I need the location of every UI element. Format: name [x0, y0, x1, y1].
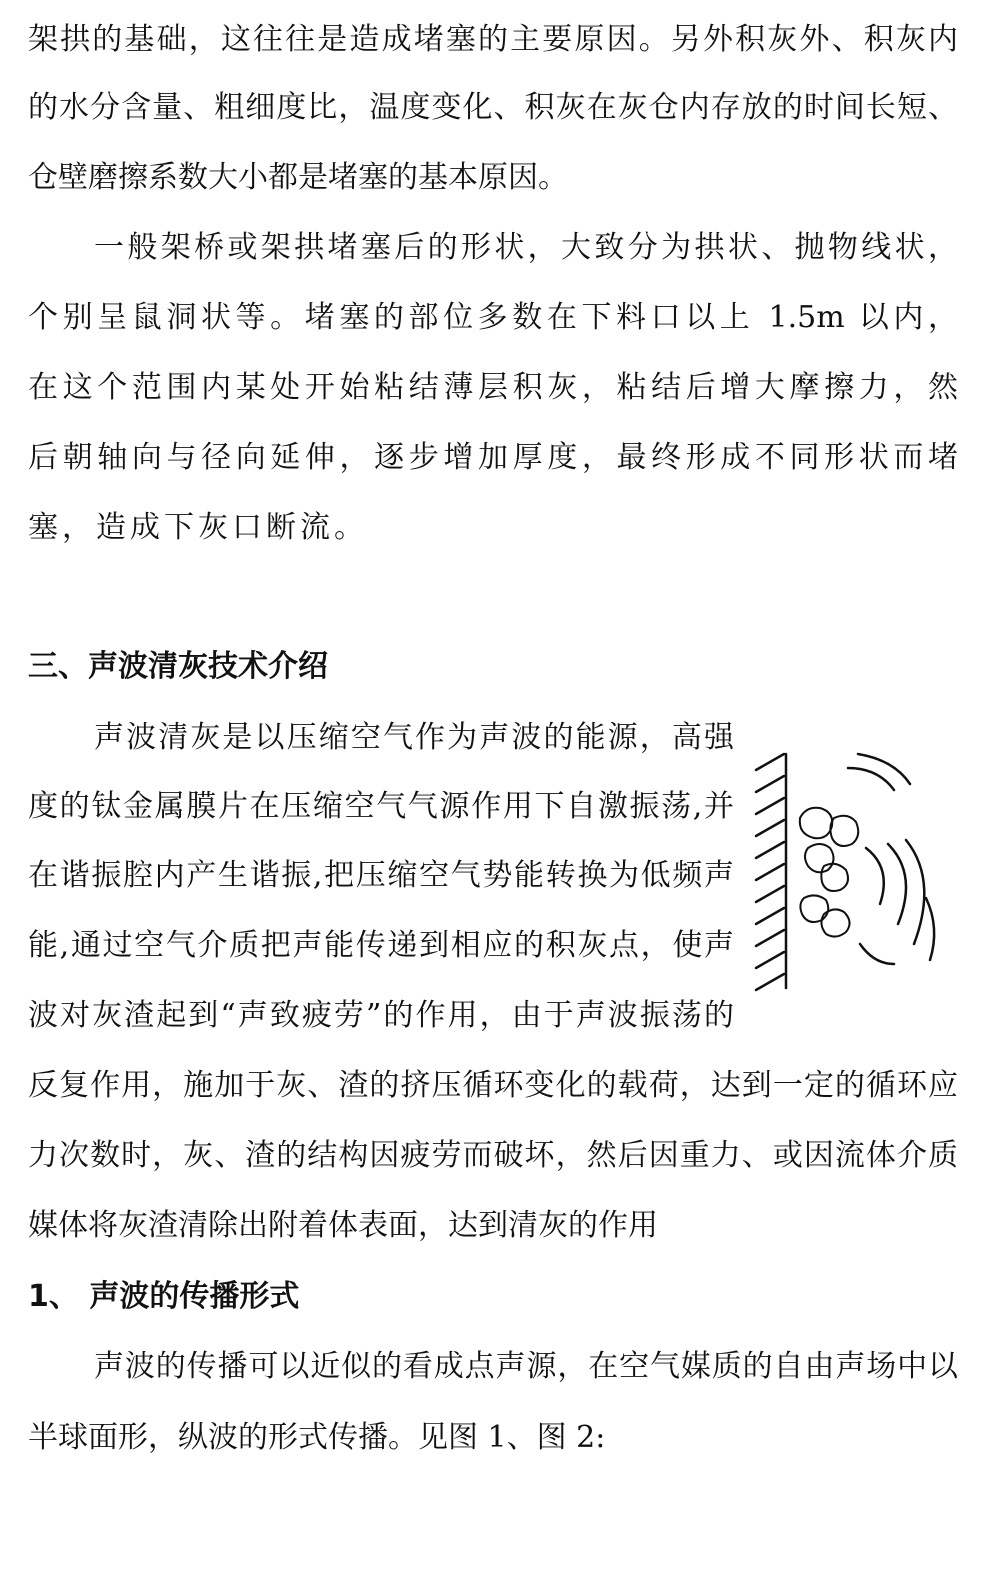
- paragraph1-line-1: 架拱的基础，这往往是造成堵塞的主要原因。另外积灰外、积灰内: [28, 22, 958, 57]
- paragraph1-line-2: 的水分含量、粗细度比，温度变化、积灰在灰仓内存放的时间长短、: [28, 90, 958, 125]
- wall-hatching: [756, 754, 784, 990]
- section3-line-4: 能,通过空气介质把声能传递到相应的积灰点，使声: [28, 928, 734, 963]
- section3-line-5: 波对灰渣起到“声致疲劳”的作用，由于声波振荡的: [28, 998, 734, 1033]
- section1-heading: 1、 声波的传播形式: [28, 1279, 300, 1314]
- paragraph2-line-4: 后朝轴向与径向延伸，逐步增加厚度，最终形成不同形状而堵: [28, 440, 958, 475]
- section3-line-1: 声波清灰是以压缩空气作为声波的能源，高强: [94, 720, 734, 755]
- paragraph2-line-2: 个别呈鼠洞状等。堵塞的部位多数在下料口以上 1.5m 以内，: [28, 300, 958, 335]
- section3-line-2: 度的钛金属膜片在压缩空气气源作用下自激振荡,并: [28, 789, 734, 824]
- section1-line-1: 声波的传播可以近似的看成点声源，在空气媒质的自由声场中以: [94, 1349, 958, 1384]
- section3-heading: 三、声波清灰技术介绍: [28, 649, 328, 684]
- section3-line-7: 力次数时，灰、渣的结构因疲劳而破坏，然后因重力、或因流体介质: [28, 1138, 958, 1173]
- section1-line-2: 半球面形，纵波的形式传播。见图 1、图 2:: [28, 1420, 606, 1455]
- paragraph2-line-3: 在这个范围内某处开始粘结薄层积灰，粘结后增大摩擦力，然: [28, 370, 958, 405]
- sound-waves: [848, 754, 934, 964]
- section3-line-6: 反复作用，施加于灰、渣的挤压循环变化的载荷，达到一定的循环应: [28, 1068, 958, 1103]
- paragraph2-line-1: 一般架桥或架拱堵塞后的形状，大致分为拱状、抛物线状，: [94, 230, 958, 265]
- sound-wave-ash-figure: [748, 748, 948, 996]
- section3-line-8: 媒体将灰渣清除出附着体表面，达到清灰的作用: [28, 1208, 658, 1243]
- ash-particles: [800, 808, 858, 937]
- section3-line-3: 在谐振腔内产生谐振,把压缩空气势能转换为低频声: [28, 858, 734, 893]
- paragraph2-line-5: 塞，造成下灰口断流。: [28, 510, 368, 545]
- paragraph1-line-3: 仓壁磨擦系数大小都是堵塞的基本原因。: [28, 160, 568, 195]
